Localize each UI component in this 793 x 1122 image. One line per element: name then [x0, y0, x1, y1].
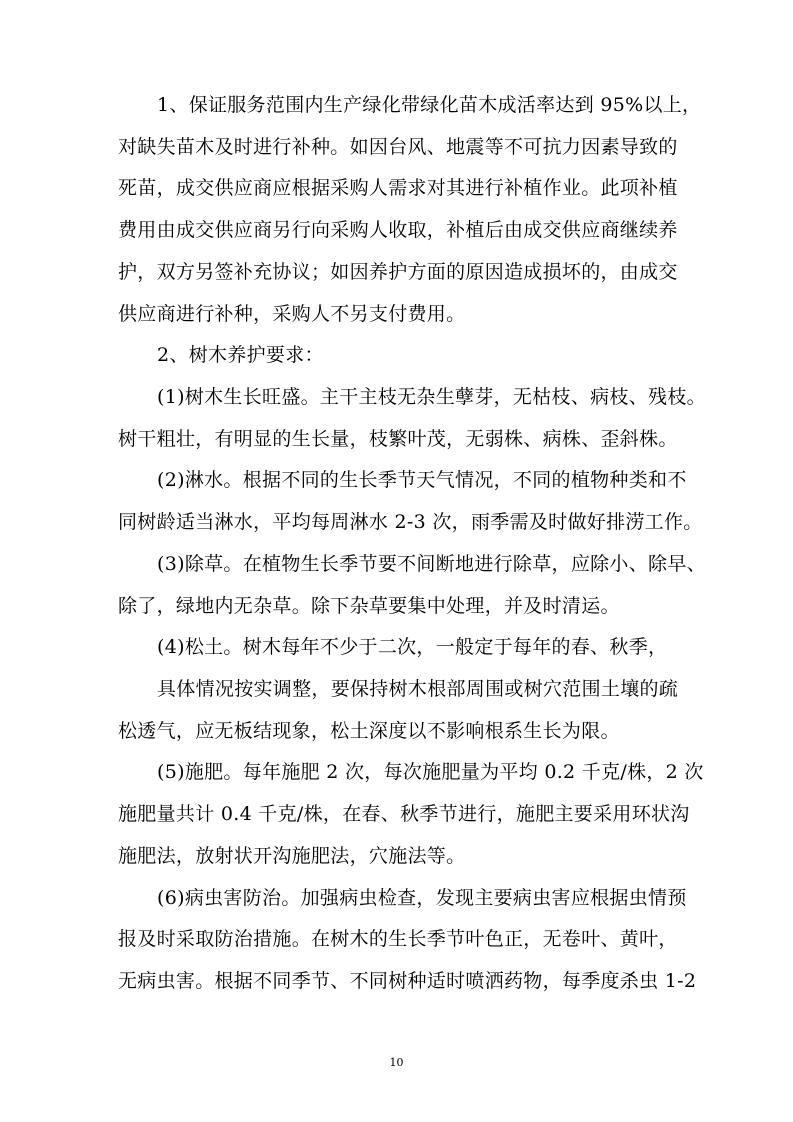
text-line: 同树龄适当淋水，平均每周淋水 2-3 次，雨季需及时做好排涝工作。: [118, 511, 703, 533]
text-line: 施肥量共计 0.4 千克/株，在春、秋季节进行，施肥主要采用环状沟: [118, 803, 690, 825]
text-line: (6)病虫害防治。加强病虫检查，发现主要病虫害应根据虫情预: [157, 887, 687, 909]
text-line: 护，双方另签补充协议；如因养护方面的原因造成损坏的，由成交: [118, 261, 678, 283]
text-line: 树干粗壮，有明显的生长量，枝繁叶茂，无弱株、病株、歪斜株。: [118, 428, 678, 450]
text-line: 对缺失苗木及时进行补种。如因台风、地震等不可抗力因素导致的: [118, 136, 678, 158]
text-line: (5)施肥。每年施肥 2 次，每次施肥量为平均 0.2 千克/株，2 次: [157, 761, 704, 783]
text-line: 施肥法，放射状开沟施肥法，穴施法等。: [118, 845, 466, 867]
page-number: 10: [389, 1056, 404, 1069]
text-line: 2、树木养护要求：: [157, 344, 324, 366]
text-line: 供应商进行补种，采购人不另支付费用。: [118, 303, 466, 325]
text-line: 死苗，成交供应商应根据采购人需求对其进行补植作业。此项补植: [118, 177, 678, 199]
text-line: 具体情况按实调整，要保持树木根部周围或树穴范围土壤的疏: [157, 678, 679, 700]
text-line: 报及时采取防治措施。在树木的生长季节叶色正，无卷叶、黄叶，: [118, 928, 678, 950]
text-line: 无病虫害。根据不同季节、不同树种适时喷洒药物，每季度杀虫 1-2: [118, 970, 697, 992]
text-line: 费用由成交供应商另行向采购人收取，补植后由成交供应商继续养: [118, 219, 678, 241]
text-line: (4)松土。树木每年不少于二次，一般定于每年的春、秋季，: [157, 636, 668, 658]
text-line: (1)树木生长旺盛。主干主枝无杂生孽芽，无枯枝、病枝、残枝。: [157, 386, 706, 408]
text-line: 松透气，应无板结现象，松土深度以不影响根系生长为限。: [118, 720, 620, 742]
text-line: 除了，绿地内无杂草。除下杂草要集中处理，并及时清运。: [118, 595, 620, 617]
text-line: 1、保证服务范围内生产绿化带绿化苗木成活率达到 95%以上，: [157, 94, 702, 116]
text-line: (2)淋水。根据不同的生长季节天气情况，不同的植物种类和不: [157, 469, 687, 491]
text-line: (3)除草。在植物生长季节要不间断地进行除草，应除小、除早、: [157, 553, 706, 575]
